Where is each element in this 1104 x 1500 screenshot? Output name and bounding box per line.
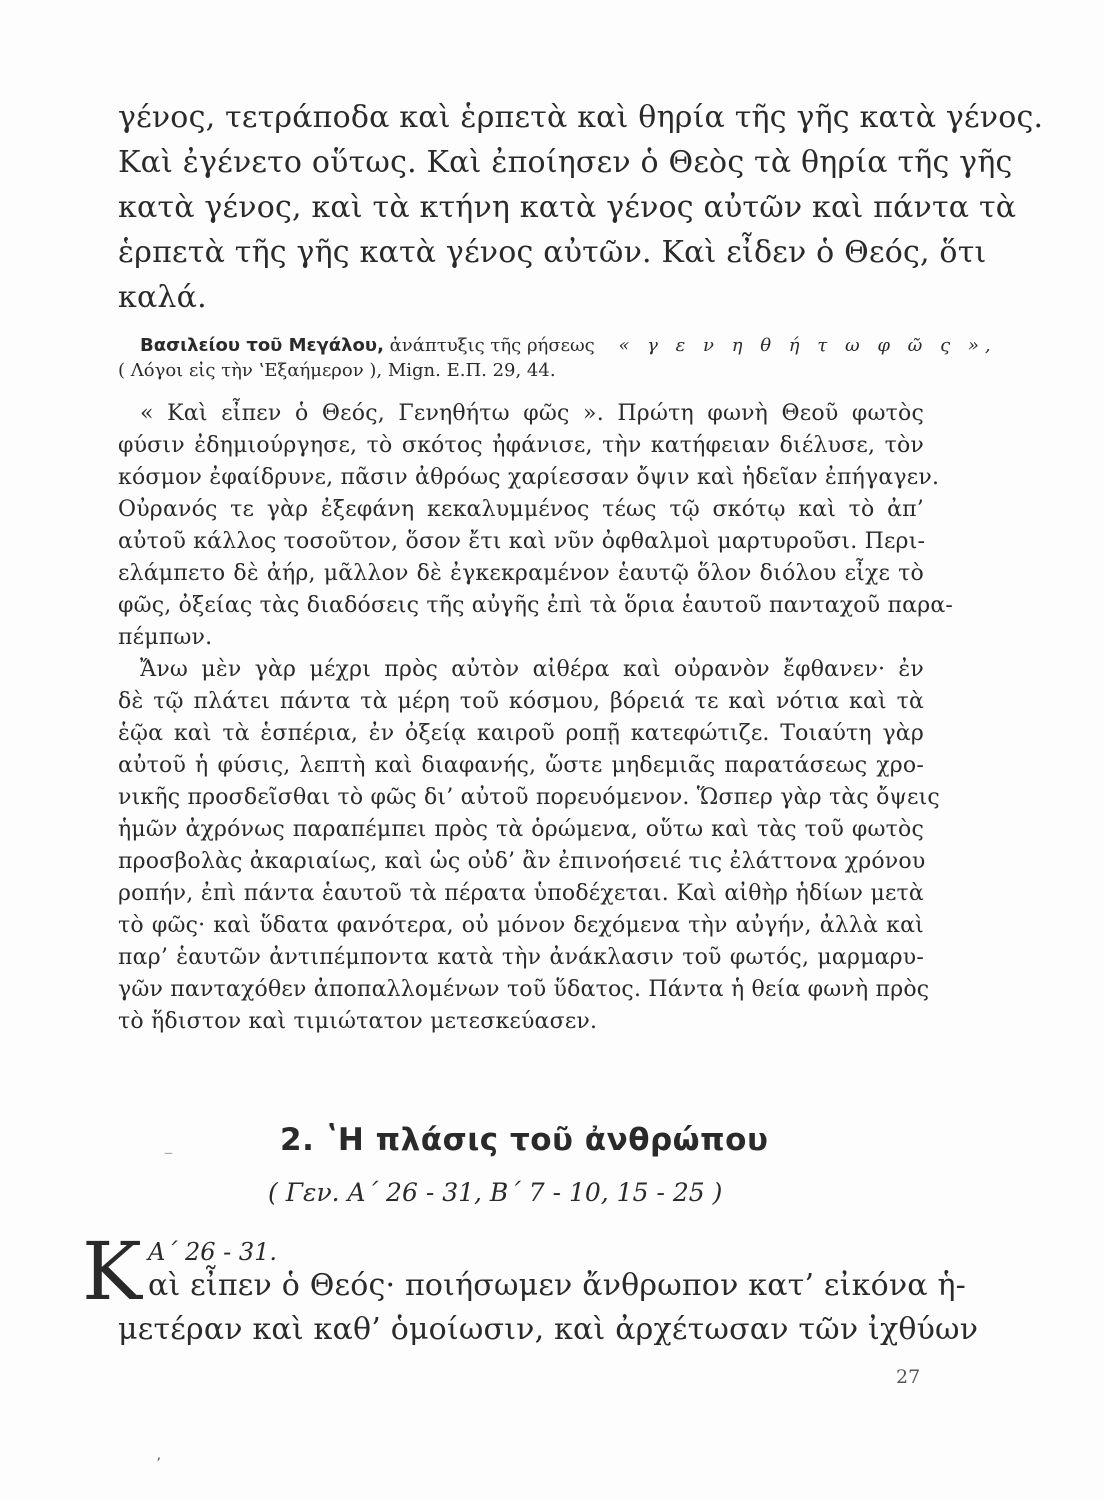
commentary-line: παρ’ ἑαυτῶν ἀντιπέμποντα κατὰ τὴν ἀνάκλασιν τοῦ φωτός, μαρμαρυ-: [118, 945, 924, 970]
commentary-line: Οὐρανός τε γὰρ ἐξεφάνη κεκαλυμμένος τέως τῷ σκότῳ καὶ τὸ ἀπ’: [118, 497, 924, 522]
opening-line: μετέραν καὶ καθ’ ὁμοίωσιν, καὶ ἀρχέτωσαν τῶν ἰχθύων: [118, 1312, 979, 1347]
section-title: 2. ʽΗ πλάσις τοῦ ἀνθρώπου: [280, 1122, 769, 1158]
section-subtitle: ( Γεν. Α΄ 26 - 31, Β΄ 7 - 10, 15 - 25 ): [268, 1178, 723, 1207]
commentary-line: αὐτοῦ κάλλος τοσοῦτον, ὅσον ἔτι καὶ νῦν ὀφθαλμοὶ μαρτυροῦσι. Περι-: [118, 529, 926, 554]
commentary-line: κόσμον ἐφαίδρυνε, πᾶσιν ἀθρόως χαρίεσσαν ὄψιν καὶ ἡδεῖαν ἐπήγαγεν.: [118, 465, 940, 490]
commentary-line: προσβολὰς ἀκαριαίως, καὶ ὡς οὐδ’ ἂν ἐπινοήσειέ τις ἐλάττονα χρόνου: [118, 849, 926, 874]
genesis-line: γένος, τετράποδα καὶ ἑρπετὰ καὶ θηρία τῆς γῆς κατὰ γένος.: [118, 100, 1044, 135]
genesis-line: κατὰ γένος, καὶ τὰ κτήνη κατὰ γένος αὐτῶν καὶ πάντα τὰ: [118, 190, 1017, 225]
paper-speck: ʼ: [156, 1456, 161, 1472]
commentary-line: ροπήν, ἐπὶ πάντα ἑαυτοῦ τὰ πέρατα ὑποδέχεται. Καὶ αἰθὴρ ἡδίων μετὰ: [118, 881, 924, 906]
chapter-verse-note: Α΄ 26 - 31.: [148, 1238, 278, 1266]
genesis-line: ἑρπετὰ τῆς γῆς κατὰ γένος αὐτῶν. Καὶ εἶδεν ὁ Θεός, ὅτι: [118, 235, 987, 270]
commentary-line: δὲ τῷ πλάτει πάντα τὰ μέρη τοῦ κόσμου, βόρειά τε καὶ νότια καὶ τὰ: [118, 689, 924, 714]
commentary-line: ἑῷα καὶ τὰ ἑσπέρια, ἐν ὀξείᾳ καιροῦ ροπῇ κατεφώτιζε. Τοιαύτη γὰρ: [118, 721, 924, 746]
genesis-line: Καὶ ἐγένετο οὕτως. Καὶ ἐποίησεν ὁ Θεὸς τὰ θηρία τῆς γῆς: [118, 145, 1013, 180]
commentary-line: « Καὶ εἶπεν ὁ Θεός, Γενηθήτω φῶς ». Πρώτη φωνὴ Θεοῦ φωτὸς: [140, 401, 924, 426]
reference-work: ἀνάπτυξις τῆς ρήσεως: [389, 335, 595, 356]
reference-quote: « γ ε ν η θ ή τ ω φ ῶ ς »,: [618, 335, 997, 356]
commentary-line: ἡμῶν ἀχρόνως παραπέμπει πρὸς τὰ ὁρώμενα, οὕτω καὶ τὰς τοῦ φωτὸς: [118, 817, 924, 842]
commentary-line: φύσιν ἐδημιούργησε, τὸ σκότος ἠφάνισε, τὴν κατήφειαν διέλυσε, τὸν: [118, 433, 924, 458]
drop-cap: Κ: [82, 1225, 142, 1318]
commentary-line: τὸ φῶς· καὶ ὕδατα φανότερα, οὐ μόνον δεχόμενα τὴν αὐγήν, ἀλλὰ καὶ: [118, 913, 924, 938]
reference-source: ( Λόγοι εἰς τὴν ʽΕξαήμερον ), Mign. Ε.Π. 29, 44.: [118, 360, 556, 381]
margin-mark: –: [164, 1142, 173, 1163]
page-number: 27: [896, 1366, 921, 1388]
reference-author: Βασιλείου τοῦ Μεγάλου,: [140, 335, 384, 356]
commentary-line: ελάμπετο δὲ ἀήρ, μᾶλλον δὲ ἐγκεκραμένον ἑαυτῷ ὅλον διόλου εἶχε τὸ: [118, 561, 924, 586]
commentary-line: Ἄνω μὲν γὰρ μέχρι πρὸς αὐτὸν αἰθέρα καὶ οὐρανὸν ἔφθανεν· ἐν: [140, 657, 924, 682]
commentary-line: νικῆς προσδεῖσθαι τὸ φῶς δι’ αὐτοῦ πορευόμενον. Ὥσπερ γὰρ τὰς ὄψεις: [118, 785, 940, 810]
genesis-line: καλά.: [118, 280, 207, 315]
opening-line: αὶ εἶπεν ὁ Θεός· ποιήσωμεν ἄνθρωπον κατ’ εἰκόνα ἡ-: [148, 1268, 966, 1303]
commentary-line: φῶς, ὀξείας τὰς διαδόσεις τῆς αὐγῆς ἐπὶ τὰ ὅρια ἑαυτοῦ πανταχοῦ παρα-: [118, 593, 954, 618]
commentary-line: γῶν πανταχόθεν ἀποπαλλομένων τοῦ ὕδατος. Πάντα ἡ θεία φωνὴ πρὸς: [118, 977, 930, 1002]
source-reference: [140, 334, 997, 358]
commentary-line: αὐτοῦ ἡ φύσις, λεπτὴ καὶ διαφανής, ὥστε μηδεμιᾶς παρατάσεως χρο-: [118, 753, 924, 778]
commentary-line: τὸ ἥδιστον καὶ τιμιώτατον μετεσκεύασεν.: [118, 1009, 598, 1034]
commentary-line: πέμπων.: [118, 625, 213, 650]
